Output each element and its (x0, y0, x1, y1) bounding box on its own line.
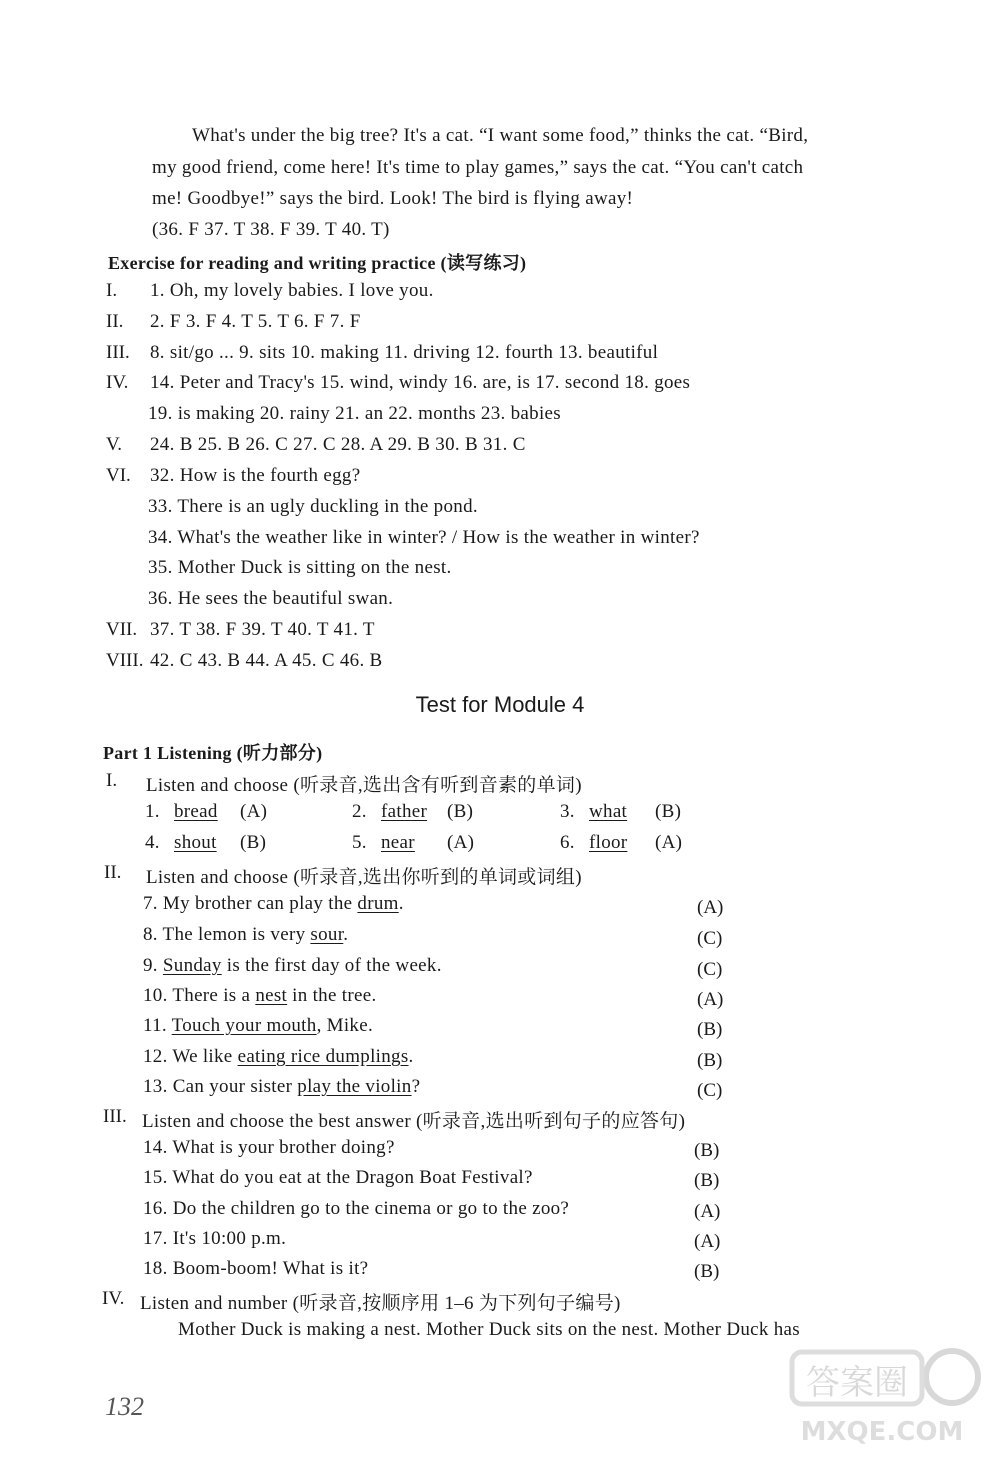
answer-row: 37. T 38. F 39. T 40. T 41. T (150, 619, 375, 640)
answer-row: 8. sit/go ... 9. sits 10. making 11. driving 12. fourth 13. beautiful (150, 342, 659, 363)
row-number: I. (106, 280, 118, 301)
answer-row: 14. Peter and Tracy's 15. wind, windy 16. are, is 17. second 18. goes (150, 372, 691, 393)
item-answer: (B) (697, 1019, 723, 1040)
answer-row: 35. Mother Duck is sitting on the nest. (148, 557, 452, 578)
section-number: IV. (102, 1288, 125, 1309)
item-answer: (A) (655, 832, 683, 853)
answer-row: 42. C 43. B 44. A 45. C 46. B (150, 650, 383, 671)
item-word: near (381, 832, 415, 853)
sentence-text: . (398, 893, 404, 914)
sentence-text: is the first day of the week. (221, 955, 442, 976)
section-number: II. (104, 862, 122, 883)
item-answer: (A) (240, 801, 268, 822)
item-word: what (589, 801, 628, 822)
answer-row: 19. is making 20. rainy 21. an 22. months 23. babies (148, 403, 561, 424)
story-answers: (36. F 37. T 38. F 39. T 40. T) (152, 219, 390, 240)
sentence-row (143, 1046, 414, 1068)
sentence-row (143, 893, 404, 915)
sentence-text: 13. Can your sister (143, 1076, 298, 1097)
test-title: Test for Module 4 (415, 692, 585, 717)
sentence-row (143, 955, 442, 977)
sentence-row (143, 924, 348, 946)
sentence-text: 8. The lemon is very (143, 924, 311, 945)
heard-word: play the violin (297, 1076, 412, 1097)
sentence-text: ? (411, 1076, 421, 1097)
sentence-text: 11. (143, 1015, 172, 1036)
heard-word: Touch your mouth (171, 1015, 317, 1036)
section-heading: Listen and choose (听录音,选出你听到的单词或词组) (146, 867, 582, 888)
item-answer: (C) (697, 928, 723, 949)
section-number: III. (103, 1106, 127, 1127)
item-answer: (A) (694, 1201, 721, 1222)
item-word: father (381, 801, 428, 822)
sentence-text: 7. My brother can play the (143, 893, 358, 914)
part-heading: Part 1 Listening (听力部分) (103, 743, 323, 763)
item-answer: (B) (655, 801, 682, 822)
item-answer: (A) (697, 989, 724, 1010)
answer-row: 32. How is the fourth egg? (150, 465, 361, 486)
heard-word: Sunday (162, 955, 222, 976)
question-row: 17. It's 10:00 p.m. (143, 1228, 287, 1249)
page-number: 132 (105, 1392, 144, 1421)
sentence-text: , Mike. (316, 1015, 374, 1036)
item-answer: (B) (694, 1170, 720, 1191)
item-number: 5. (352, 832, 367, 853)
item-answer: (A) (694, 1231, 721, 1252)
item-answer: (B) (697, 1050, 723, 1071)
question-row: 16. Do the children go to the cinema or go to the zoo? (143, 1198, 570, 1219)
story-line-1: What's under the big tree? It's a cat. “I want some food,” thinks the cat. “Bird, (192, 125, 809, 146)
sentence-row (143, 1015, 373, 1037)
section-heading: Listen and choose (听录音,选出含有听到音素的单词) (146, 775, 582, 796)
item-answer: (C) (697, 1080, 723, 1101)
item-number: 1. (145, 801, 160, 822)
item-answer: (C) (697, 959, 723, 980)
answer-row: 34. What's the weather like in winter? / How is the weather in winter? (148, 527, 700, 548)
answer-row: 24. B 25. B 26. C 27. C 28. A 29. B 30. B 31. C (150, 434, 526, 455)
sentence-text: . (408, 1046, 414, 1067)
heard-word: eating rice dumplings (237, 1046, 409, 1067)
item-word: bread (174, 801, 218, 822)
question-row: 15. What do you eat at the Dragon Boat Festival? (143, 1167, 533, 1188)
watermark-sub: MXQE.COM (800, 1417, 964, 1447)
section-number: I. (106, 770, 118, 791)
question-row: 14. What is your brother doing? (143, 1137, 395, 1158)
item-answer: (A) (447, 832, 475, 853)
answer-row: 36. He sees the beautiful swan. (148, 588, 394, 609)
answer-row: 33. There is an ugly duckling in the pond. (148, 496, 478, 517)
item-answer: (B) (240, 832, 267, 853)
heard-word: sour (310, 924, 344, 945)
row-number: VI. (106, 465, 131, 486)
story-line-2: my good friend, come here! It's time to play games,” says the cat. “You can't catch (152, 157, 804, 178)
item-number: 4. (145, 832, 160, 853)
exercise-heading: Exercise for reading and writing practice (读写练习) (108, 253, 527, 273)
heard-word: drum (357, 893, 399, 914)
sentence-text: . (343, 924, 349, 945)
sentence-text: in the tree. (287, 985, 377, 1006)
story-line-3: me! Goodbye!” says the bird. Look! The bird is flying away! (152, 188, 634, 209)
item-answer: (B) (694, 1140, 720, 1161)
row-number: V. (106, 434, 123, 455)
item-answer: (B) (447, 801, 474, 822)
sentence-row (143, 985, 377, 1007)
item-number: 3. (560, 801, 575, 822)
item-answer: (A) (697, 897, 724, 918)
watermark-logo (782, 1332, 982, 1452)
answer-row: 2. F 3. F 4. T 5. T 6. F 7. F (150, 311, 361, 332)
section-heading: Listen and number (听录音,按顺序用 1–6 为下列句子编号) (140, 1293, 621, 1314)
section-text: Mother Duck is making a nest. Mother Duck sits on the nest. Mother Duck has (178, 1319, 800, 1340)
item-number: 2. (352, 801, 367, 822)
row-number: IV. (106, 372, 129, 393)
sentence-text: 9. (143, 955, 163, 976)
item-number: 6. (560, 832, 575, 853)
item-answer: (B) (694, 1261, 720, 1282)
row-number: VIII. (106, 650, 144, 671)
item-word: floor (589, 832, 628, 853)
watermark-text: 答案圈 (806, 1363, 908, 1403)
answer-row: 1. Oh, my lovely babies. I love you. (150, 280, 434, 301)
sentence-text: 10. There is a (143, 985, 256, 1006)
sentence-row (143, 1076, 420, 1098)
sentence-text: 12. We like (143, 1046, 238, 1067)
section-heading: Listen and choose the best answer (听录音,选出听到句子的应答句) (142, 1111, 686, 1132)
row-number: III. (106, 342, 130, 363)
question-row: 18. Boom-boom! What is it? (143, 1258, 369, 1279)
row-number: VII. (106, 619, 138, 640)
row-number: II. (106, 311, 124, 332)
heard-word: nest (255, 985, 288, 1006)
item-word: shout (174, 832, 217, 853)
